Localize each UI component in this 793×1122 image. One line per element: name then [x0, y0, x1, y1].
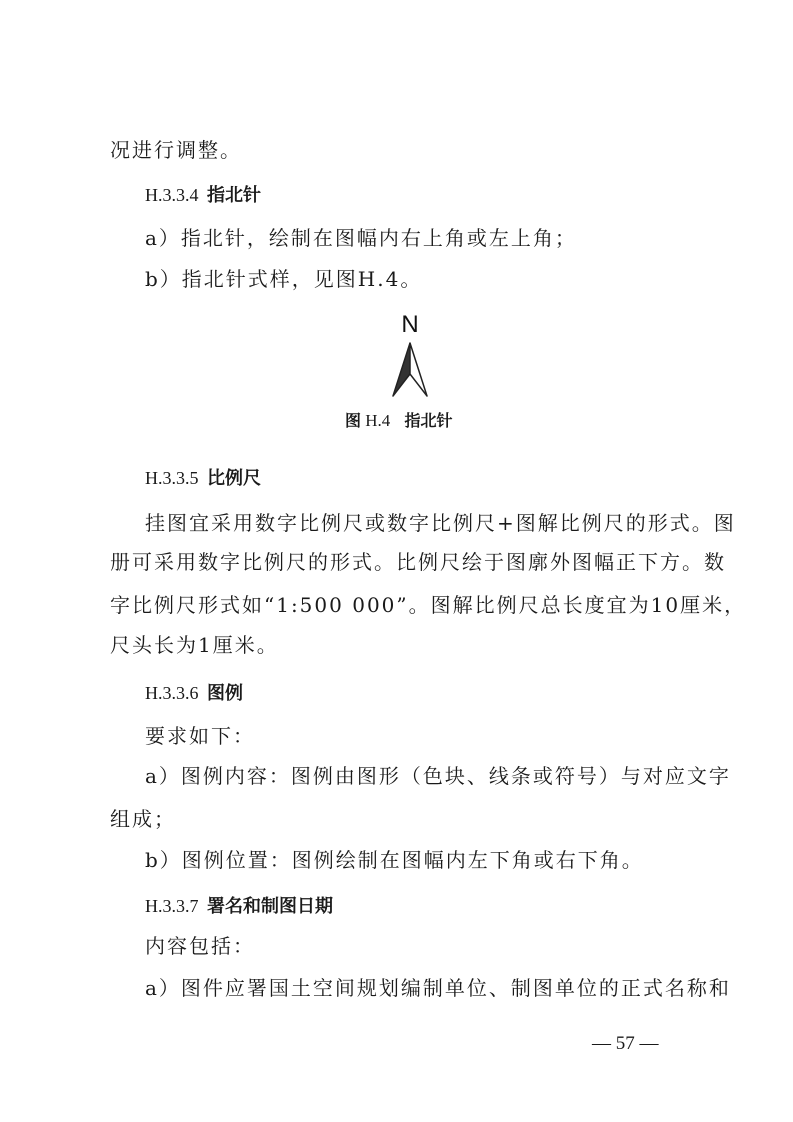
section-number: H.3.3.7 [145, 896, 199, 916]
section-number: H.3.3.4 [145, 185, 199, 205]
north-arrow-figure [370, 310, 450, 405]
paragraph-line: 册可采用数字比例尺的形式。比例尺绘于图廓外图幅正下方。数 [110, 550, 726, 574]
section-title: 比例尺 [207, 468, 261, 489]
paragraph-line: 要求如下： [145, 724, 255, 748]
list-item: a）图件应署国土空间规划编制单位、制图单位的正式名称和 [145, 976, 731, 1000]
north-arrow-icon [370, 310, 450, 405]
section-number: H.3.3.6 [145, 683, 199, 703]
paragraph-line: 字比例尺形式如“1:500 000”。图解比例尺总长度宜为10厘米， [110, 593, 747, 617]
section-heading-h336 [145, 680, 243, 707]
figure-title: 指北针 [404, 411, 453, 430]
section-title: 指北针 [207, 185, 261, 206]
list-item: b）图例位置：图例绘制在图幅内左下角或右下角。 [145, 848, 644, 872]
figure-number: H.4 [365, 411, 391, 430]
section-title: 图例 [207, 683, 243, 704]
list-item: a）指北针，绘制在图幅内右上角或左上角； [145, 226, 577, 250]
figure-label: 图 [345, 411, 362, 430]
section-title: 署名和制图日期 [207, 896, 333, 917]
section-number: H.3.3.5 [145, 468, 199, 488]
page-number: — 57 — [592, 1033, 659, 1054]
section-heading-h335 [145, 465, 261, 492]
figure-caption [345, 408, 453, 431]
paragraph-line: 组成； [110, 807, 176, 831]
list-item: a）图例内容：图例由图形（色块、线条或符号）与对应文字 [145, 764, 731, 788]
section-heading-h334 [145, 182, 261, 209]
section-heading-h337 [145, 893, 333, 920]
text-line: 况进行调整。 [110, 138, 242, 162]
paragraph-line: 内容包括： [145, 934, 255, 958]
list-item: b）指北针式样，见图H.4。 [145, 267, 423, 291]
paragraph-line: 尺头长为1厘米。 [110, 633, 279, 657]
paragraph-line: 挂图宜采用数字比例尺或数字比例尺+图解比例尺的形式。图 [145, 511, 736, 535]
north-label: N [401, 311, 419, 338]
